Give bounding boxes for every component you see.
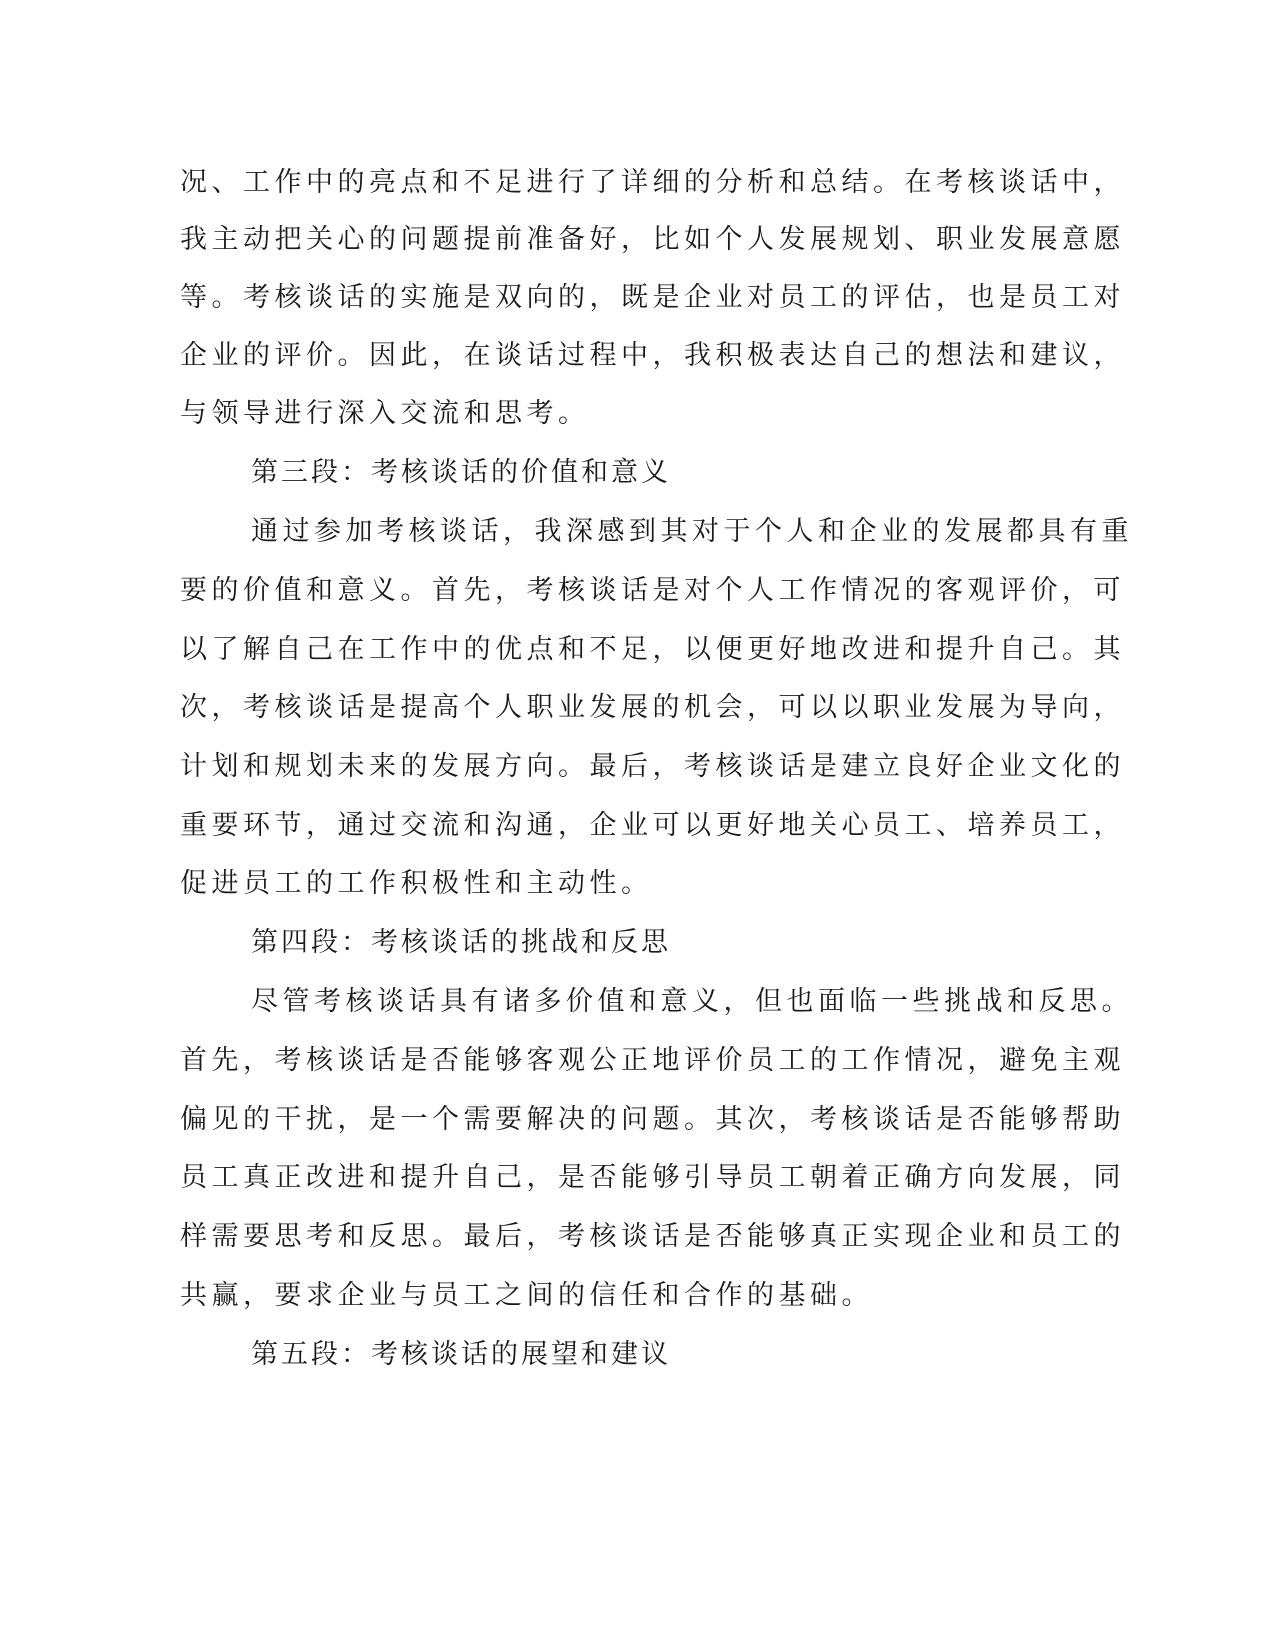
- body-text-line: 次，考核谈话是提高个人职业发展的机会，可以以职业发展为导向，: [180, 692, 1125, 723]
- body-text-line: 首先，考核谈话是否能够客观公正地评价员工的工作情况，避免主观: [180, 1045, 1125, 1076]
- section-heading-3: 第三段：考核谈话的价值和意义: [251, 457, 671, 488]
- body-text-line: 通过参加考核谈话，我深感到其对于个人和企业的发展都具有重: [251, 516, 1133, 547]
- body-text-line: 促进员工的工作积极性和主动性。: [180, 868, 653, 899]
- body-text-line: 企业的评价。因此，在谈话过程中，我积极表达自己的想法和建议，: [180, 340, 1125, 371]
- body-text-line: 要的价值和意义。首先，考核谈话是对个人工作情况的客观评价，可: [180, 575, 1125, 606]
- body-text-line: 偏见的干扰，是一个需要解决的问题。其次，考核谈话是否能够帮助: [180, 1104, 1125, 1135]
- body-text-line: 况、工作中的亮点和不足进行了详细的分析和总结。在考核谈话中，: [180, 167, 1125, 198]
- body-text-line: 共赢，要求企业与员工之间的信任和合作的基础。: [180, 1280, 873, 1311]
- body-text-line: 以了解自己在工作中的优点和不足，以便更好地改进和提升自己。其: [180, 634, 1125, 665]
- section-heading-5: 第五段：考核谈话的展望和建议: [251, 1339, 671, 1370]
- body-text-line: 我主动把关心的问题提前准备好，比如个人发展规划、职业发展意愿: [180, 224, 1125, 255]
- body-text-line: 与领导进行深入交流和思考。: [180, 398, 590, 429]
- section-heading-4: 第四段：考核谈话的挑战和反思: [251, 927, 671, 958]
- body-text-line: 员工真正改进和提升自己，是否能够引导员工朝着正确方向发展，同: [180, 1162, 1125, 1193]
- body-text-line: 计划和规划未来的发展方向。最后，考核谈话是建立良好企业文化的: [180, 751, 1125, 782]
- body-text-line: 样需要思考和反思。最后，考核谈话是否能够真正实现企业和员工的: [180, 1221, 1125, 1252]
- body-text-line: 尽管考核谈话具有诸多价值和意义，但也面临一些挑战和反思。: [251, 986, 1133, 1017]
- body-text-line: 等。考核谈话的实施是双向的，既是企业对员工的评估，也是员工对: [180, 282, 1125, 313]
- body-text-line: 重要环节，通过交流和沟通，企业可以更好地关心员工、培养员工，: [180, 810, 1125, 841]
